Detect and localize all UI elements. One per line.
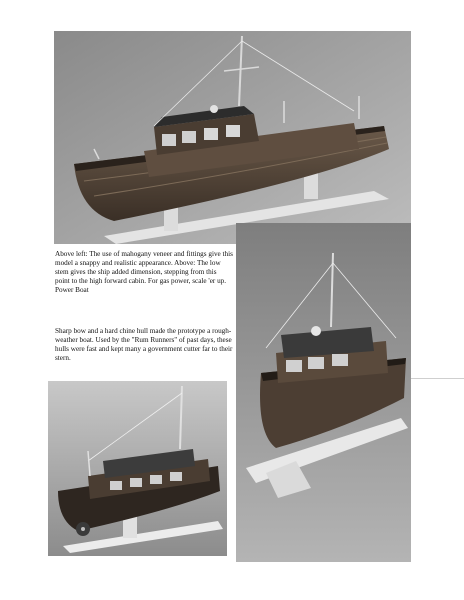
boat-photo-bottom (48, 381, 227, 556)
photo-caption-above: Above left: The use of mahogany veneer and fittings give this model a snappy and realistic appearance. Above: The low stem gives the ship added dimension, stepping from this point to the high forward cabin. For gas power, scale 'er up. Power Boat (55, 250, 233, 294)
photo-caption-hull: Sharp bow and a hard chine hull made the prototype a rough-weather boat. Used by the "Rum Runners" of past days, these hulls were fast and kept many a government cutter far to their stern. (55, 327, 233, 362)
page-edge-mark (411, 378, 464, 379)
boat-photo-top (54, 31, 411, 244)
boat-model-side-image (54, 31, 411, 244)
boat-model-bow-image (236, 223, 411, 562)
boat-photo-right (236, 223, 411, 562)
boat-model-stern-image (48, 381, 227, 556)
